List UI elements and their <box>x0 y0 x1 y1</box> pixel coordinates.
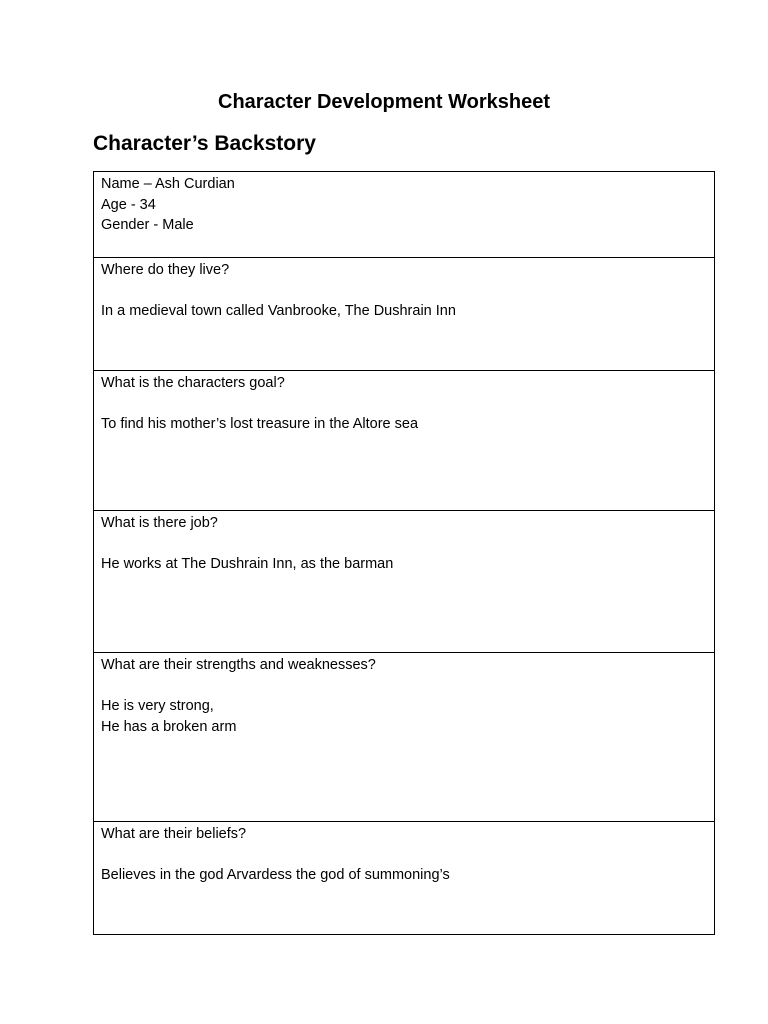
answer-text: Believes in the god Arvardess the god of summoning’s <box>101 867 450 883</box>
section-heading: Character’s Backstory <box>93 132 316 155</box>
row-spacer <box>101 534 707 555</box>
answer-text: He is very strong, <box>101 698 214 714</box>
row-spacer <box>101 676 707 697</box>
age-line: Age - 34 <box>101 196 156 213</box>
table-row-goal <box>94 370 714 510</box>
question-text: What is the characters goal? <box>101 375 285 391</box>
table-row-job <box>94 510 714 652</box>
answer-text: He has a broken arm <box>101 718 237 735</box>
question-text: Where do they live? <box>101 262 230 278</box>
table-row-strengths <box>94 652 714 821</box>
row-spacer <box>101 281 707 302</box>
table-row-identity <box>94 172 714 257</box>
worksheet-title: Character Development Worksheet <box>218 91 550 113</box>
gender-line: Gender - Male <box>101 217 194 233</box>
name-line: Name – Ash Curdian <box>101 176 235 192</box>
question-text: What is there job? <box>101 515 218 531</box>
question-text: What are their beliefs? <box>101 826 247 842</box>
table-row-beliefs <box>94 821 714 934</box>
answer-text: To find his mother’s lost treasure in the Altore sea <box>101 416 419 432</box>
row-spacer <box>101 845 707 866</box>
table-row-residence <box>94 257 714 370</box>
question-text: What are their strengths and weaknesses? <box>101 657 376 673</box>
answer-text: He works at The Dushrain Inn, as the barman <box>101 556 394 572</box>
answer-text: In a medieval town called Vanbrooke, The Dushrain Inn <box>101 303 456 319</box>
row-spacer <box>101 394 707 415</box>
backstory-table <box>93 171 715 935</box>
